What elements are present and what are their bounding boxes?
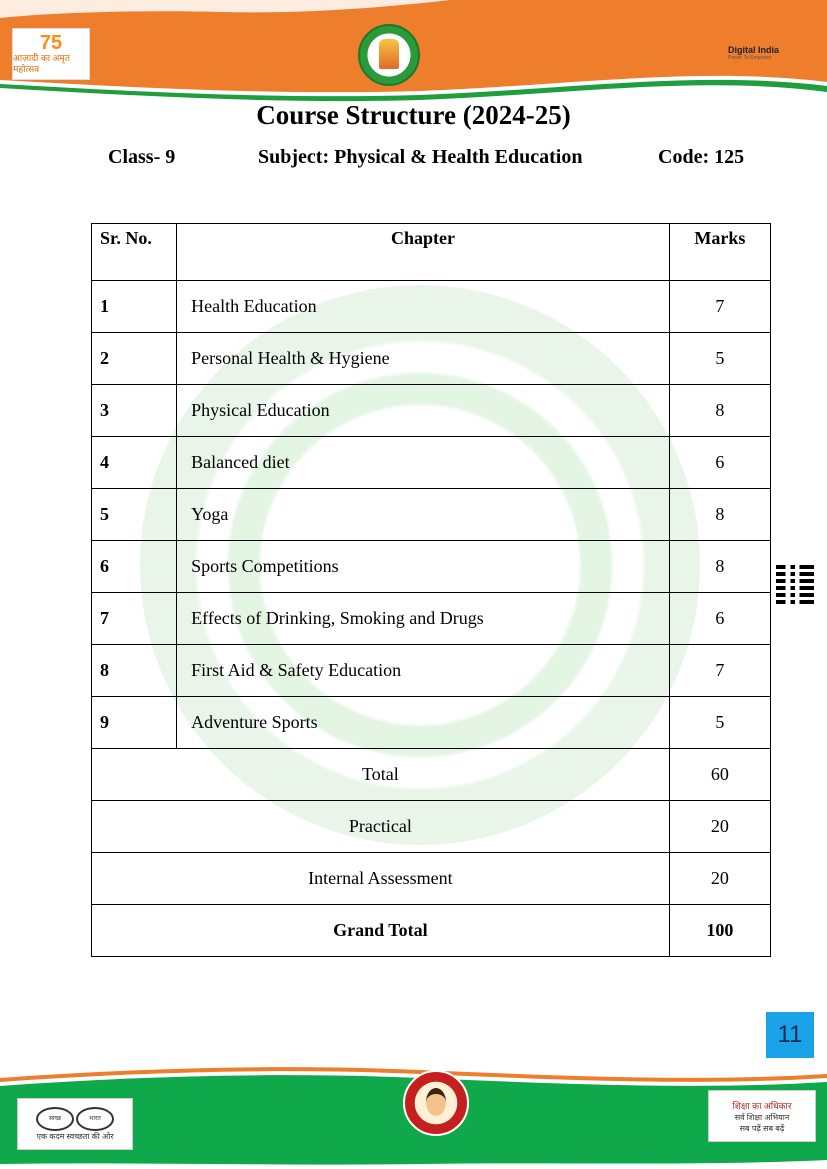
table-row xyxy=(92,489,771,541)
beti-padhao-logo xyxy=(403,1070,469,1136)
swachh-bharat-logo xyxy=(17,1098,133,1150)
row-marks: 6 xyxy=(669,593,770,645)
row-sr: 7 xyxy=(92,593,177,645)
azadi-ka-amrit-mahotsav-logo xyxy=(12,28,90,80)
row-sr: 5 xyxy=(92,489,177,541)
row-sr: 3 xyxy=(92,385,177,437)
row-marks: 6 xyxy=(669,437,770,489)
digital-india-tagline: Power To Empower xyxy=(728,55,772,61)
table-row xyxy=(92,593,771,645)
row-sr: 4 xyxy=(92,437,177,489)
summary-label: Total xyxy=(92,749,670,801)
summary-marks: 100 xyxy=(669,905,770,957)
row-chapter: Balanced diet xyxy=(177,437,670,489)
row-chapter: First Aid & Safety Education xyxy=(177,645,670,697)
board-seal-icon xyxy=(358,24,420,86)
swachh-word: स्वच्छ xyxy=(36,1107,74,1131)
table-header-row xyxy=(92,224,771,281)
summary-row-grand-total xyxy=(92,905,771,957)
row-chapter: Health Education xyxy=(177,281,670,333)
row-marks: 5 xyxy=(669,333,770,385)
page-number: 11 xyxy=(766,1012,814,1058)
summary-marks: 20 xyxy=(669,853,770,905)
header-sr-no: Sr. No. xyxy=(92,224,177,281)
row-marks: 7 xyxy=(669,281,770,333)
row-chapter: Physical Education xyxy=(177,385,670,437)
row-sr: 9 xyxy=(92,697,177,749)
row-marks: 5 xyxy=(669,697,770,749)
row-marks: 8 xyxy=(669,541,770,593)
summary-label: Internal Assessment xyxy=(92,853,670,905)
swachh-caption: एक कदम स्वच्छता की ओर xyxy=(36,1131,114,1141)
summary-marks: 60 xyxy=(669,749,770,801)
table-row xyxy=(92,385,771,437)
digital-india-logo xyxy=(728,38,806,68)
logo-text: आज़ादी का अमृत महोत्सव xyxy=(13,53,70,74)
rte-caption: सर्व शिक्षा अभियान xyxy=(734,1112,790,1122)
right-to-education-logo xyxy=(708,1090,816,1142)
code-label: Code: 125 xyxy=(658,146,745,168)
class-label: Class- 9 xyxy=(108,146,176,168)
bharat-word: भारत xyxy=(76,1107,114,1131)
row-sr: 6 xyxy=(92,541,177,593)
glasses-icon xyxy=(36,1107,114,1131)
torch-icon xyxy=(379,39,399,69)
row-chapter: Yoga xyxy=(177,489,670,541)
table-row xyxy=(92,541,771,593)
row-sr: 1 xyxy=(92,281,177,333)
table-row xyxy=(92,281,771,333)
subject-label: Subject: Physical & Health Education xyxy=(258,146,583,168)
table-row xyxy=(92,437,771,489)
table-row xyxy=(92,697,771,749)
row-marks: 8 xyxy=(669,489,770,541)
header-marks: Marks xyxy=(669,224,770,281)
summary-row-total xyxy=(92,749,771,801)
row-sr: 2 xyxy=(92,333,177,385)
row-marks: 7 xyxy=(669,645,770,697)
row-sr: 8 xyxy=(92,645,177,697)
qr-code-icon xyxy=(776,564,814,604)
digital-india-text: Digital India xyxy=(728,45,780,55)
rte-title: शिक्षा का अधिकार xyxy=(732,1100,792,1111)
table-row xyxy=(92,645,771,697)
row-chapter: Sports Competitions xyxy=(177,541,670,593)
header-chapter: Chapter xyxy=(177,224,670,281)
course-structure-table xyxy=(91,223,771,957)
table-row xyxy=(92,333,771,385)
logo-number: 75 xyxy=(39,32,63,54)
row-chapter: Effects of Drinking, Smoking and Drugs xyxy=(177,593,670,645)
row-chapter: Personal Health & Hygiene xyxy=(177,333,670,385)
summary-label: Grand Total xyxy=(92,905,670,957)
summary-row-internal-assessment xyxy=(92,853,771,905)
page-title: Course Structure (2024-25) xyxy=(256,100,571,130)
summary-row-practical xyxy=(92,801,771,853)
row-marks: 8 xyxy=(669,385,770,437)
row-chapter: Adventure Sports xyxy=(177,697,670,749)
rte-sub: सब पढ़ें सब बढ़ें xyxy=(739,1123,785,1133)
summary-label: Practical xyxy=(92,801,670,853)
summary-marks: 20 xyxy=(669,801,770,853)
girl-icon xyxy=(426,1088,446,1116)
